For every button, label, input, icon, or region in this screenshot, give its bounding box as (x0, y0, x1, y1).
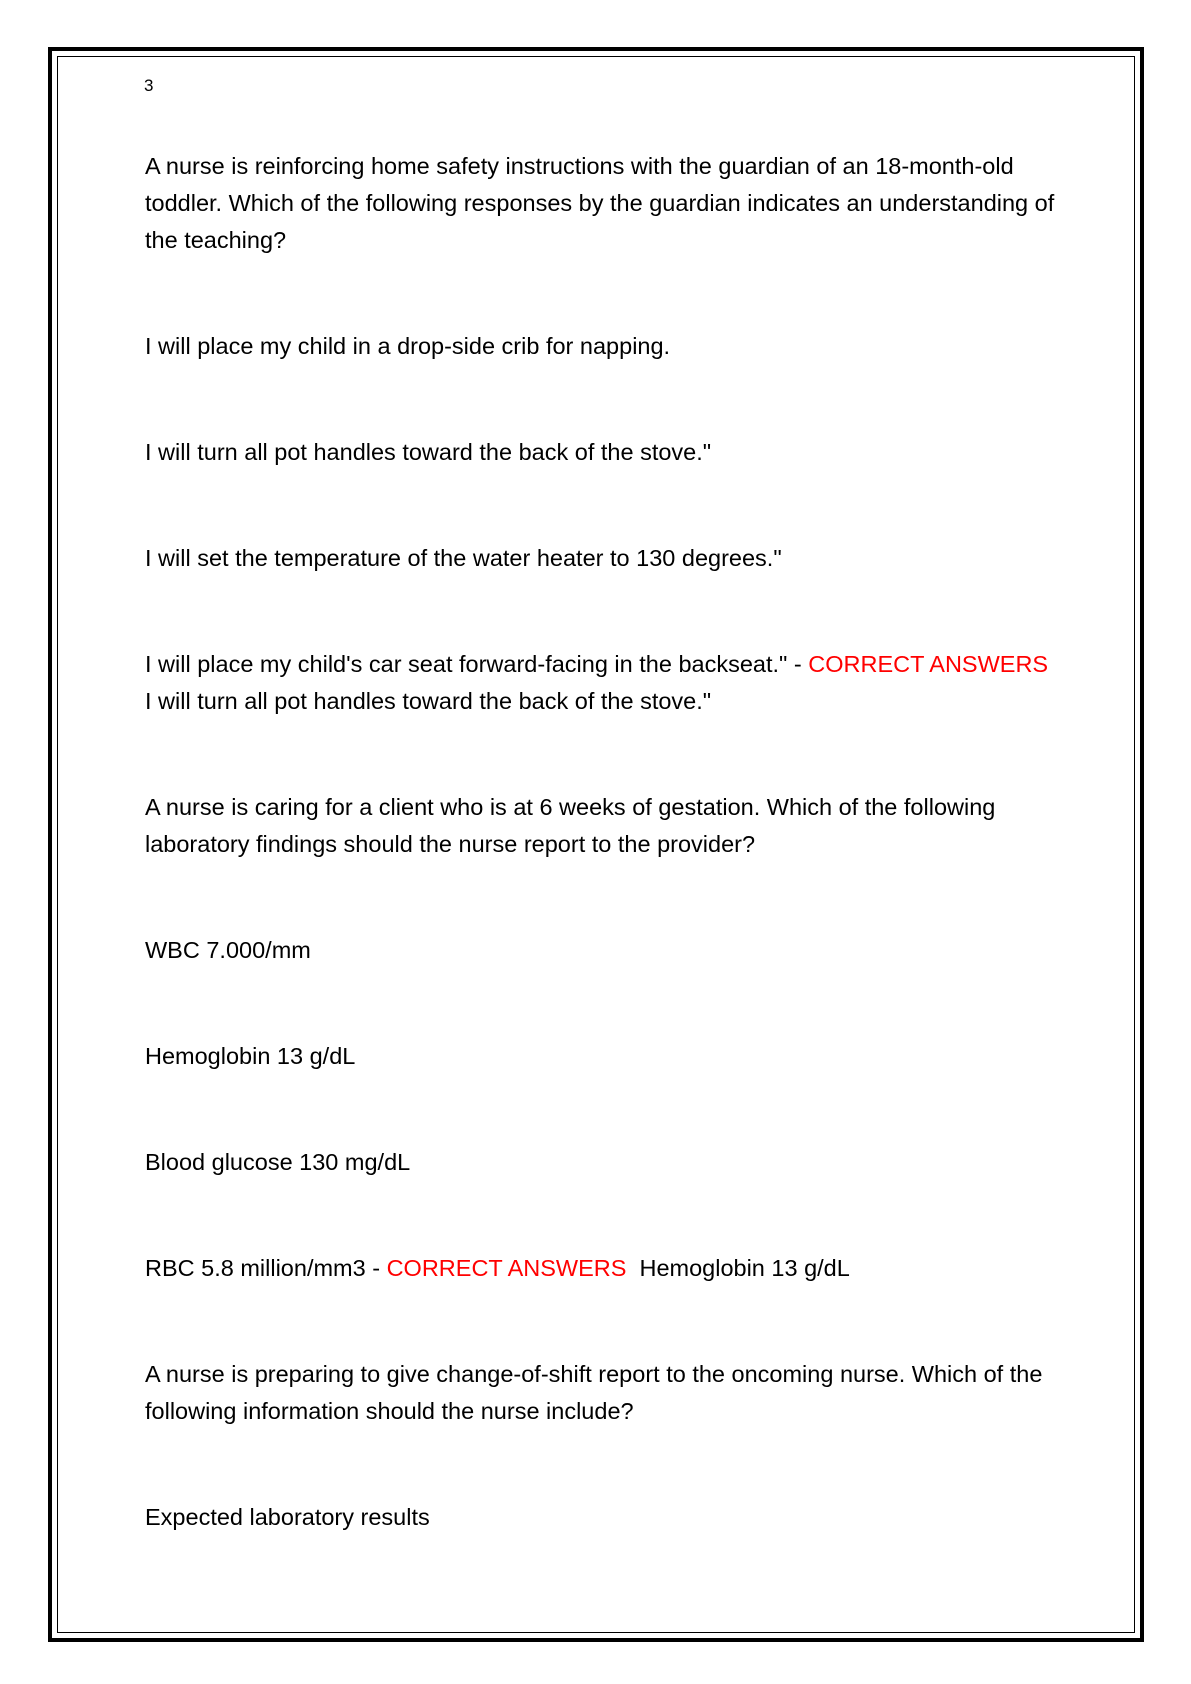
question-2-option-2: Hemoglobin 13 g/dL (145, 1043, 356, 1069)
question-2-answer: Hemoglobin 13 g/dL (639, 1255, 850, 1281)
question-2-stem: A nurse is caring for a client who is at 6 weeks of gestation. Which of the following laboratory findings should the nurse report to the provider? (145, 794, 996, 857)
question-3-option-1: Expected laboratory results (145, 1504, 430, 1530)
question-1-option-1: I will place my child in a drop-side crib for napping. (145, 333, 671, 359)
correct-answers-label: CORRECT ANSWERS (808, 651, 1049, 677)
question-2-option-3: Blood glucose 130 mg/dL (145, 1149, 411, 1175)
question-2-option-4-with-answer (145, 1250, 1065, 1287)
document-body (145, 148, 1065, 1605)
question-2-option-4: RBC 5.8 million/mm3 - (145, 1255, 381, 1281)
question-1-option-4-with-answer (145, 646, 1065, 720)
question-1-option-3: I will set the temperature of the water heater to 130 degrees." (145, 545, 782, 571)
question-1-option-2: I will turn all pot handles toward the back of the stove." (145, 439, 712, 465)
question-1-option-4: I will place my child's car seat forward-facing in the backseat." - (145, 651, 802, 677)
question-1-answer: I will turn all pot handles toward the back of the stove." (145, 688, 712, 714)
correct-answers-label: CORRECT ANSWERS (386, 1255, 627, 1281)
page-number: 3 (144, 76, 154, 95)
question-2-option-1: WBC 7.000/mm (145, 937, 311, 963)
question-1-stem: A nurse is reinforcing home safety instructions with the guardian of an 18-month-old toddler. Which of the following responses by the guardian indicates an understanding of the teaching? (145, 153, 1055, 253)
question-3-stem: A nurse is preparing to give change-of-shift report to the oncoming nurse. Which of the following information should the nurse include? (145, 1361, 1043, 1424)
